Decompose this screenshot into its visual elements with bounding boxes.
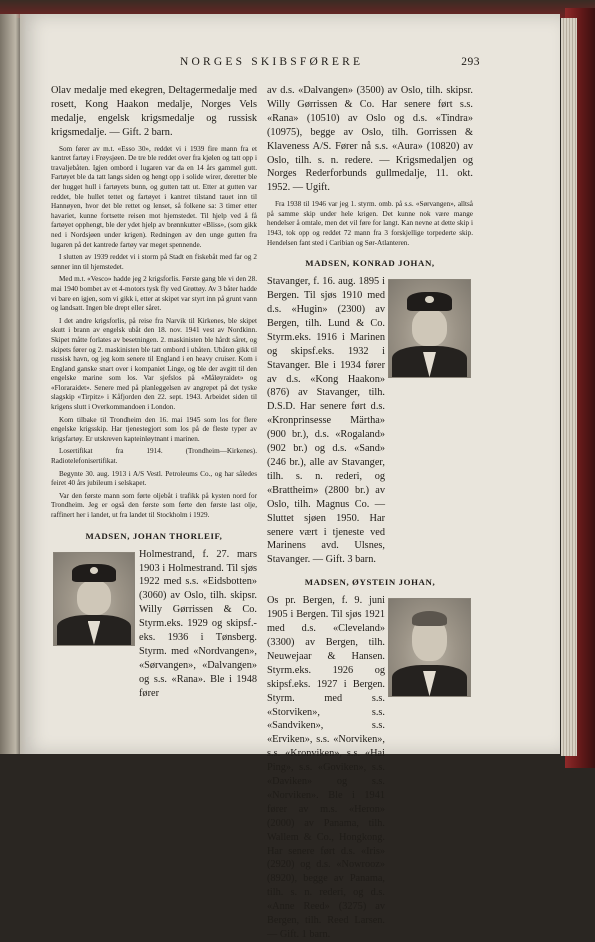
right-column	[267, 84, 473, 942]
page-stack	[561, 18, 577, 756]
page-number: 293	[461, 56, 480, 68]
narrative-paragraph: Begynte 30. aug. 1913 i A/S Vestl. Petroleums Co., og har således feiret 40 års jubileum i selskapet.	[51, 469, 257, 488]
page-gutter-shadow	[0, 14, 26, 754]
narrative-paragraph: Losertifikat fra 1914. (Trondheim—Kirkenes). Radiotelefonisertifikat.	[51, 447, 257, 466]
narrative-paragraph: Fra 1938 til 1946 var jeg 1. styrm. omb. på s.s. «Sørvangen», alltså på samme skip under hele krigen. Det kunne nok være mange hendelser å omtale, men det vil føre for langt. Kan nevne at dette skip i 1943, tok opp og reddet 72 mann fra 3 forskjellige torpederte skip. Hendelsen fant sted i Caribian og Sør-Atlanteren.	[267, 200, 473, 247]
running-header	[70, 56, 480, 72]
portrait-photo-oystein	[388, 598, 471, 697]
entry-konrad	[267, 275, 473, 567]
left-column	[51, 84, 257, 701]
entry-bio-johan: Holmestrand, f. 27. mars 1903 i Holmestrand. Til sjøs 1922 med s.s. «Eidsbotten» (3060) av Oslo, tilh. skipsr. Willy Gørrissen & Co. Styrm.eks. 1929 og skipsf.-eks. 1936 i Tønsberg. Styrm. med «Nordvangen», «Sørvangen», «Dalvangen» og s.s. «Rana». Ble i 1948 fører	[139, 548, 257, 699]
entry-oystein	[267, 594, 473, 942]
entry-johan	[51, 548, 257, 701]
portrait-photo-konrad	[388, 279, 471, 378]
entry-bio-johan-continued: av d.s. «Dalvangen» (3500) av Oslo, tilh. skipsr. Willy Gørrissen & Co. Har senere ført s.s. «Rana» (10510) av Oslo og d.s. «Tindra» (10975), begge av Oslo, tilh. Gorrissen & Klaveness A/S. Fører nå s.s. «Aura» (10820) av Oslo, tilh. s. n. redere. — Krigsmedaljen og Norges Rederforbunds gullmedalje, 11. okt. 1952. — Ugift.	[267, 85, 473, 194]
narrative-paragraph: Var den første mann som førte oljebåt i trafikk på kysten nord for Trondheim. Jeg er også den første som førte den første last olje, raffinert her i landet, ut fra landet til Stockholm i 1929.	[51, 491, 257, 519]
entry-bio-oystein: Os pr. Bergen, f. 9. juni 1905 i Bergen. Til sjøs 1921 med d.s. «Cleveland» (3300) av Bergen, tilh. Neuwejaar & Hansen. Styrm.eks. 1926 og skipsf.eks. 1927 i Bergen. Styrm. med s.s. «Storviken», s.s. «Sandviken», s.s. «Erviken», s.s. «Norviken», s.s. «Kronviken», s.s. «Hai Ping», s.s. «Goviken», s.s. «Daviken» og s.s. «Norviken». Ble i 1941 fører av m.s. «Heron» (2000) av Panama, tilh. Wallem & Co., Hongkong. Har senere ført d.s. «Iris» (2920) og d.s. «Nowrooz» (8920), begge av Panama, tilh. s. n. rederi, og d.s. «Anne Reed» (3275) av Bergen, tilh. Reed Larsen. — Gift. 1 barn.	[267, 595, 385, 940]
entry-heading-johan: MADSEN, JOHAN THORLEIF,	[85, 530, 223, 541]
left-intro: Olav medalje med ekegren, Deltagermedalje med rosett, Kong Haakon medalje, Norges Vels medalje, engelsk krigsmedalje og russisk krigsmedalje. — Gift. 2 barn.	[51, 85, 257, 138]
narrative-paragraph: I det andre krigsforlis, på reise fra Narvik til Kirkenes, ble skipet skutt i brann av engelsk ubåt den 18. nov. 1941 vest av Nordkinn. Skipet måtte forlates av besetningen. 2. maskinisten ble hårdt såret, og skipets fører og 2. maskinisten ble tatt ombord i ubåten. Ubåten gikk til russisk havn, og jeg kom senere til England i en heavy cruiser. Kom i England ganske snart over i kompaniet Linge, og ble der avgitt til den engelske marine som los. Var sjefslos på «Måløyraidet» og «Floraraidet». Senere med på planleggelsen av angrepet på det tyske slagskip «Tirpitz» i Kåfjorden den 22. sept. 1943. Arbeidet siden til krigens slutt i Overkommandoen i London.	[51, 316, 257, 412]
narrative-paragraph: Med m.t. «Vesco» hadde jeg 2 krigsforlis. Første gang ble vi den 28. mai 1940 bombet av et 4-motors tysk fly ved Grøttøy. Av 3 båter hadde vi bare en igjen, som vi gikk i, etter at skipet var styrt inn på grunt vann og landsatt. Ingen ble drept eller såret.	[51, 275, 257, 313]
portrait-photo-johan	[53, 552, 135, 646]
running-title: NORGES SKIBSFØRERE	[180, 56, 364, 68]
narrative-paragraph: Kom tilbake til Trondheim den 16. mai 1945 som los for flere engelske krigsskip. Har tjenestegjort som los på de fleste typer av krigsfartøy. Er utskreven kapteinløytnant i marinen.	[51, 415, 257, 443]
entry-heading-oystein: MADSEN, ØYSTEIN JOHAN,	[304, 577, 436, 588]
narrative-paragraph: Som fører av m.t. «Esso 30», reddet vi i 1939 fire mann fra et kantret fartøy i Frøysjøen. De tre ble reddet over fra kjølen og tatt opp i travaljebåten. Igjen ombord i lugaren var da en 14 års gammel gutt. Fartøyet ble da tatt langs siden og hengt opp i solide wirer, deretter ble der hugget hull i fartøyets bunn, og gutten tatt ut. Etter at gutten var reddet, ble hullet tettet og fartøyet i kantret tilstand tauet inn til Hannøyen, hvor det ble rettet og lenset, så folkene sa: 3 timer etter havariet, kunne fortsette reisen mot hjemstedet. Til hjelp ved å få fartøyet opphengt, ble der ydet hjelp av brønnkutter «Bliss», (som gikk ned i Nordsjøen under krigen). Redningen av den unge gutten fra lugaren på det kantrede fartøy var meget spennende.	[51, 144, 257, 249]
narrative-paragraph: I slutten av 1939 reddet vi i storm på Stadt en fiskebåt med far og 2 sønner inn til hjemstedet.	[51, 253, 257, 271]
entry-bio-konrad: Stavanger, f. 16. aug. 1895 i Bergen. Til sjøs 1910 med d.s. «Hugin» (2300) av Bergen, tilh. Lund & Co. Styrm.eks. 1916 i Marinen og skipsf.eks. 1932 i Stavanger. Ble i 1934 fører av d.s. «Kong Haakon» (876) av Stavanger, tilh. D.S.D. Har senere ført d.s. «Kronprinsesse Märtha» (900 br.), d.s. «Rogaland» (902 br.) og d.s. «Sand» (246 br.), alle av Stavanger, tilh. s. n. rederi, og «Brattheim» (2800 br.) av Oslo, tilh. Magnus Co. — Sluttet sjøen 1950. Har senere vært i tjeneste ved Marinens avd. Ulsnes, Stavanger. — Gift. 3 barn.	[267, 276, 385, 566]
entry-heading-konrad: MADSEN, KONRAD JOHAN,	[305, 258, 435, 269]
